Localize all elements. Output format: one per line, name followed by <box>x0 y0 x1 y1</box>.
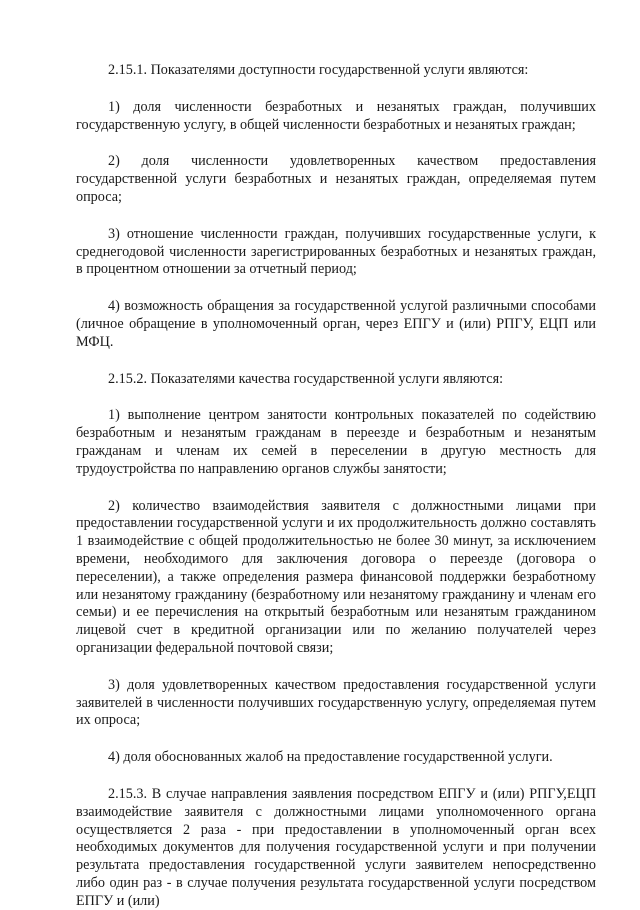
paragraph-quality-4: 4) доля обоснованных жалоб на предоставление государственной услуги. <box>108 749 553 766</box>
paragraph-2-15-1: 2.15.1. Показателями доступности государственной услуги являются: <box>108 62 529 78</box>
paragraph-quality-2: 2) количество взаимодействия заявителя с должностными лицами при предоставлении государственной услуги и их продолжительность должно составлять 1 взаимодействие с общей продолжительностью не более 30 минут, за исключением времени, необходимого для заключения договора о переезде (договора о переселении), а также определения размера финансовой поддержки безработному или незанятому гражданину (безработному или незанятому гражданину и членам его семьи) и ее перечисления на открытый безработным или незанятым гражданином лицевой счет в кредитной организации или по желанию получателей через организации федеральной почтовой связи; <box>76 497 596 656</box>
paragraph-availability-1: 1) доля численности безработных и незанятых граждан, получивших государственную услугу, в общей численности безработных и незанятых граждан; <box>76 98 596 133</box>
paragraph-availability-2: 2) доля численности удовлетворенных качеством предоставления государственной услуги безработных и незанятых граждан, определяемая путем опроса; <box>76 153 596 205</box>
paragraph-quality-1: 1) выполнение центром занятости контрольных показателей по содействию безработным и незанятым гражданам в переезде и безработным и незанятым гражданам и членам их семей в переселении в другую местность для трудоустройства по направлению органов службы занятости; <box>76 407 596 477</box>
paragraph-quality-3: 3) доля удовлетворенных качеством предоставления государственной услуги заявителей в численности получивших государственную услугу, определяемая путем их опроса; <box>76 676 596 729</box>
paragraph-availability-4: 4) возможность обращения за государственной услугой различными способами (личное обращение в уполномоченный орган, через ЕПГУ и (или) РПГУ, ЕЦП или МФЦ. <box>76 298 596 350</box>
paragraph-2-15-3: 2.15.3. В случае направления заявления посредством ЕПГУ и (или) РПГУ,ЕЦП взаимодействие заявителя с должностными лицами уполномоченного органа осуществляется 2 раза - при предоставлении в уполномоченный орган всех необходимых документов для получения государственной услуги и при получении результата предоставления государственной услуги заявителем непосредственно либо один раз - в случае получения результата государственной услуги посредством ЕПГУ и (или) <box>76 785 596 909</box>
paragraph-2-15-2: 2.15.2. Показателями качества государственной услуги являются: <box>108 370 504 387</box>
paragraph-availability-3: 3) отношение численности граждан, получивших государственные услуги, к среднегодовой численности зарегистрированных безработных и незанятых граждан, в процентном отношении за отчетный период; <box>76 225 596 278</box>
